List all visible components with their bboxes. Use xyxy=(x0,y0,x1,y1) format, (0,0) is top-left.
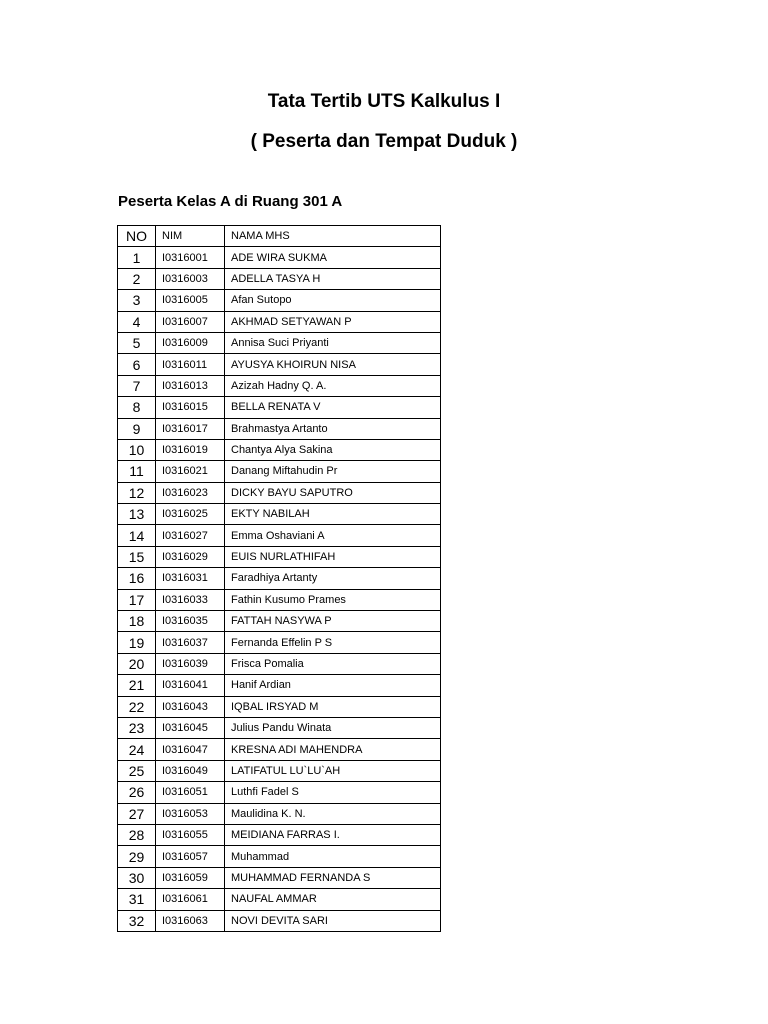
row-no: 23 xyxy=(118,717,156,738)
table-row xyxy=(118,418,441,439)
table-row xyxy=(118,782,441,803)
table-row xyxy=(118,889,441,910)
table-row xyxy=(118,739,441,760)
row-no: 16 xyxy=(118,568,156,589)
table-row xyxy=(118,397,441,418)
row-name: Muhammad xyxy=(225,846,441,867)
row-nim: I0316055 xyxy=(156,824,225,845)
row-no: 12 xyxy=(118,482,156,503)
header-name: NAMA MHS xyxy=(225,226,441,247)
header-no: NO xyxy=(118,226,156,247)
row-name: Faradhiya Artanty xyxy=(225,568,441,589)
row-no: 6 xyxy=(118,354,156,375)
row-name: FATTAH NASYWA P xyxy=(225,611,441,632)
row-nim: I0316023 xyxy=(156,482,225,503)
row-name: Chantya Alya Sakina xyxy=(225,439,441,460)
row-no: 32 xyxy=(118,910,156,931)
table-header-row xyxy=(118,226,441,247)
row-name: EUIS NURLATHIFAH xyxy=(225,546,441,567)
table-row xyxy=(118,867,441,888)
row-nim: I0316005 xyxy=(156,290,225,311)
row-name: Fernanda Effelin P S xyxy=(225,632,441,653)
row-nim: I0316039 xyxy=(156,653,225,674)
row-no: 9 xyxy=(118,418,156,439)
table-row xyxy=(118,910,441,931)
row-no: 13 xyxy=(118,504,156,525)
row-no: 14 xyxy=(118,525,156,546)
table-row xyxy=(118,632,441,653)
header-nim: NIM xyxy=(156,226,225,247)
row-no: 5 xyxy=(118,332,156,353)
row-nim: I0316019 xyxy=(156,439,225,460)
row-name: Fathin Kusumo Prames xyxy=(225,589,441,610)
row-no: 10 xyxy=(118,439,156,460)
table-row xyxy=(118,525,441,546)
table-row xyxy=(118,311,441,332)
row-no: 19 xyxy=(118,632,156,653)
row-nim: I0316001 xyxy=(156,247,225,268)
row-nim: I0316011 xyxy=(156,354,225,375)
row-nim: I0316049 xyxy=(156,760,225,781)
row-no: 31 xyxy=(118,889,156,910)
row-nim: I0316007 xyxy=(156,311,225,332)
row-no: 30 xyxy=(118,867,156,888)
row-name: MEIDIANA FARRAS I. xyxy=(225,824,441,845)
table-row xyxy=(118,461,441,482)
table-row xyxy=(118,439,441,460)
row-nim: I0316035 xyxy=(156,611,225,632)
row-nim: I0316015 xyxy=(156,397,225,418)
row-nim: I0316017 xyxy=(156,418,225,439)
table-body xyxy=(118,247,441,932)
row-name: BELLA RENATA V xyxy=(225,397,441,418)
participant-table xyxy=(117,225,441,932)
row-nim: I0316051 xyxy=(156,782,225,803)
row-name: EKTY NABILAH xyxy=(225,504,441,525)
row-nim: I0316029 xyxy=(156,546,225,567)
row-nim: I0316041 xyxy=(156,675,225,696)
row-no: 18 xyxy=(118,611,156,632)
row-no: 7 xyxy=(118,375,156,396)
row-name: Afan Sutopo xyxy=(225,290,441,311)
table-row xyxy=(118,247,441,268)
table-row xyxy=(118,375,441,396)
row-name: LATIFATUL LU`LU`AH xyxy=(225,760,441,781)
document-title: Tata Tertib UTS Kalkulus I xyxy=(267,91,501,112)
table-row xyxy=(118,290,441,311)
row-name: KRESNA ADI MAHENDRA xyxy=(225,739,441,760)
row-no: 20 xyxy=(118,653,156,674)
row-no: 2 xyxy=(118,268,156,289)
row-nim: I0316025 xyxy=(156,504,225,525)
row-nim: I0316059 xyxy=(156,867,225,888)
row-nim: I0316031 xyxy=(156,568,225,589)
row-name: IQBAL IRSYAD M xyxy=(225,696,441,717)
row-no: 4 xyxy=(118,311,156,332)
row-nim: I0316057 xyxy=(156,846,225,867)
row-no: 15 xyxy=(118,546,156,567)
table-row xyxy=(118,803,441,824)
row-name: NAUFAL AMMAR xyxy=(225,889,441,910)
row-nim: I0316027 xyxy=(156,525,225,546)
row-no: 28 xyxy=(118,824,156,845)
row-nim: I0316047 xyxy=(156,739,225,760)
table-row xyxy=(118,504,441,525)
row-nim: I0316063 xyxy=(156,910,225,931)
row-name: DICKY BAYU SAPUTRO xyxy=(225,482,441,503)
table-row xyxy=(118,846,441,867)
row-name: AYUSYA KHOIRUN NISA xyxy=(225,354,441,375)
row-no: 17 xyxy=(118,589,156,610)
table-row xyxy=(118,568,441,589)
row-name: Danang Miftahudin Pr xyxy=(225,461,441,482)
row-nim: I0316043 xyxy=(156,696,225,717)
row-name: Frisca Pomalia xyxy=(225,653,441,674)
row-name: NOVI DEVITA SARI xyxy=(225,910,441,931)
row-no: 11 xyxy=(118,461,156,482)
table-row xyxy=(118,611,441,632)
table-row xyxy=(118,546,441,567)
table-row xyxy=(118,354,441,375)
row-name: ADELLA TASYA H xyxy=(225,268,441,289)
row-name: AKHMAD SETYAWAN P xyxy=(225,311,441,332)
table-row xyxy=(118,482,441,503)
row-nim: I0316037 xyxy=(156,632,225,653)
row-no: 3 xyxy=(118,290,156,311)
row-nim: I0316013 xyxy=(156,375,225,396)
table-row xyxy=(118,696,441,717)
row-name: Luthfi Fadel S xyxy=(225,782,441,803)
row-nim: I0316009 xyxy=(156,332,225,353)
row-no: 22 xyxy=(118,696,156,717)
row-name: Emma Oshaviani A xyxy=(225,525,441,546)
row-name: Hanif Ardian xyxy=(225,675,441,696)
row-nim: I0316021 xyxy=(156,461,225,482)
row-nim: I0316045 xyxy=(156,717,225,738)
row-no: 24 xyxy=(118,739,156,760)
row-no: 27 xyxy=(118,803,156,824)
row-name: ADE WIRA SUKMA xyxy=(225,247,441,268)
row-name: Julius Pandu Winata xyxy=(225,717,441,738)
row-no: 21 xyxy=(118,675,156,696)
row-name: Brahmastya Artanto xyxy=(225,418,441,439)
row-no: 8 xyxy=(118,397,156,418)
table-row xyxy=(118,589,441,610)
table-row xyxy=(118,332,441,353)
row-no: 1 xyxy=(118,247,156,268)
row-name: MUHAMMAD FERNANDA S xyxy=(225,867,441,888)
table-row xyxy=(118,717,441,738)
table-row xyxy=(118,675,441,696)
row-name: Annisa Suci Priyanti xyxy=(225,332,441,353)
table-row xyxy=(118,653,441,674)
row-no: 26 xyxy=(118,782,156,803)
document-subtitle: ( Peserta dan Tempat Duduk ) xyxy=(250,131,518,152)
row-nim: I0316061 xyxy=(156,889,225,910)
row-name: Maulidina K. N. xyxy=(225,803,441,824)
row-no: 29 xyxy=(118,846,156,867)
section-heading: Peserta Kelas A di Ruang 301 A xyxy=(118,193,343,210)
row-nim: I0316033 xyxy=(156,589,225,610)
row-name: Azizah Hadny Q. A. xyxy=(225,375,441,396)
table-row xyxy=(118,268,441,289)
row-nim: I0316003 xyxy=(156,268,225,289)
row-nim: I0316053 xyxy=(156,803,225,824)
table-row xyxy=(118,760,441,781)
table-row xyxy=(118,824,441,845)
row-no: 25 xyxy=(118,760,156,781)
